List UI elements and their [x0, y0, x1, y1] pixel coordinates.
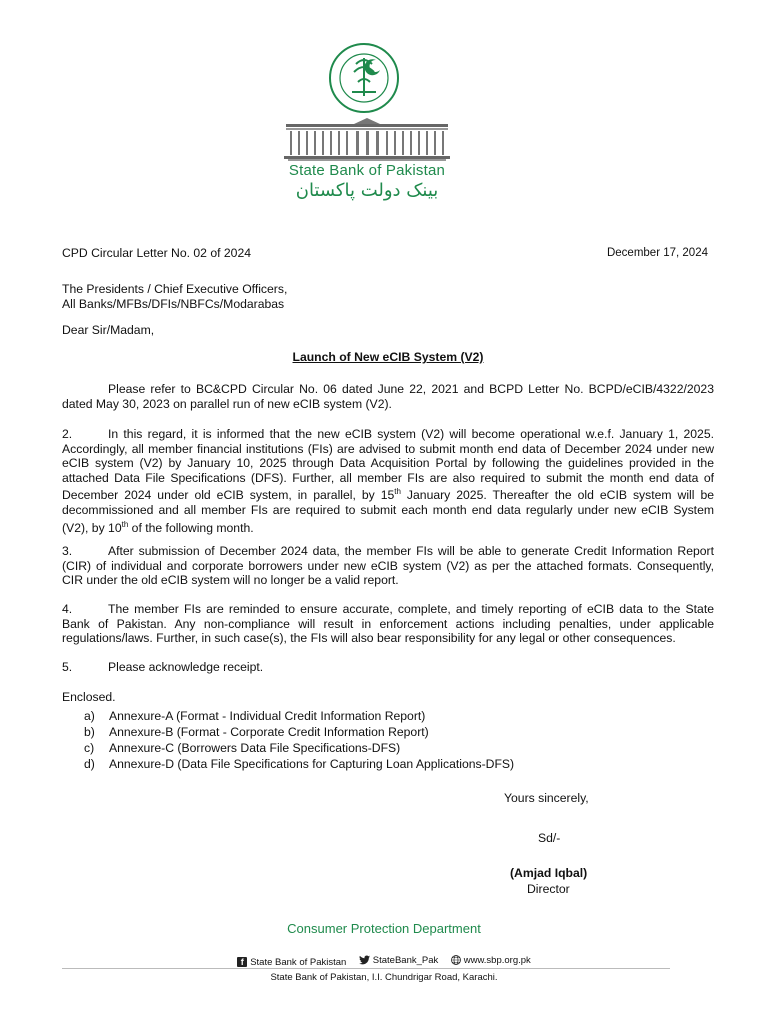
signature: Sd/-	[538, 831, 561, 845]
signer-title: Director	[527, 882, 570, 896]
annexure-a: Annexure-A (Format - Individual Credit Information Report)	[109, 709, 426, 723]
sbp-seal-logo	[328, 42, 400, 114]
paragraph-2-number: 2.	[62, 427, 73, 441]
addressee-line-1: The Presidents / Chief Executive Officers,	[62, 282, 288, 296]
paragraph-4-text: The member FIs are reminded to ensure accurate, complete, and timely reporting of eCIB data to the State Bank of Pakistan. Any non-compliance will result in enforcement actions including penalties, under applicable regulations/laws. Further, in such case(s), the FIs will also bear responsibility for any legal or other consequences.	[62, 602, 714, 646]
department-name: Consumer Protection Department	[287, 921, 481, 936]
bank-name: State Bank of Pakistan	[288, 162, 446, 179]
paragraph-4-number: 4.	[62, 602, 73, 616]
list-item	[84, 709, 544, 724]
website-label: www.sbp.org.pk	[463, 954, 531, 966]
list-marker: d)	[84, 757, 95, 771]
twitter-label: StateBank_Pak	[372, 954, 439, 966]
circular-reference: CPD Circular Letter No. 02 of 2024	[62, 246, 251, 260]
paragraph-2-text-a: In this regard, it is informed that the new eCIB system (V2) will become operational w.e.f. January 1, 2025. Accordingly, all member financial institutions (FIs) are advised to submit month end data of December 2024 under new eCIB system (V2) by January 10, 2025 through Data Acquisition Portal by following the guidelines provided in the attached Data File Specifications (DFS). Further, all member FIs are also required to submit the month end data of December 2024 under old eCIB system, in parallel, by 15	[62, 427, 714, 503]
list-item	[84, 757, 544, 772]
list-marker: b)	[84, 725, 95, 739]
annexure-d: Annexure-D (Data File Specifications for Capturing Loan Applications-DFS)	[109, 757, 515, 771]
closing: Yours sincerely,	[504, 791, 589, 805]
facebook-label: State Bank of Pakistan	[250, 956, 347, 968]
paragraph-2-text-c: of the following month.	[128, 520, 254, 535]
paragraph-1-text: Please refer to BC&CPD Circular No. 06 dated June 22, 2021 and BCPD Letter No. BCPD/eCIB/4322/2023 dated May 30, 2023 on parallel run of new eCIB system (V2).	[62, 382, 714, 411]
bank-address: State Bank of Pakistan, I.I. Chundrigar Road, Karachi.	[270, 972, 498, 983]
enclosed-label: Enclosed.	[62, 690, 116, 704]
paragraph-5	[62, 660, 714, 675]
list-item	[84, 725, 544, 740]
twitter-link[interactable]	[359, 955, 439, 966]
paragraph-3-number: 3.	[62, 544, 73, 558]
signer-name: (Amjad Iqbal)	[510, 866, 588, 880]
twitter-icon	[359, 955, 370, 965]
facebook-icon: f	[237, 957, 247, 967]
paragraph-4	[62, 602, 714, 646]
addressee-line-2: All Banks/MFBs/DFIs/NBFCs/Modarabas	[62, 297, 285, 311]
paragraph-2-text-b: January 2025. Thereafter the old eCIB system will be decommissioned and all member FIs are required to submit each month end data regularly under new eCIB System (V2), by 10	[62, 488, 714, 535]
paragraph-1	[62, 382, 714, 411]
globe-icon	[451, 955, 461, 965]
website-link[interactable]	[451, 955, 531, 966]
paragraph-5-number: 5.	[62, 660, 73, 674]
list-marker: c)	[84, 741, 95, 755]
superscript-th: th	[121, 519, 129, 529]
facebook-link[interactable]	[237, 957, 346, 968]
footer-divider	[62, 968, 670, 969]
bank-name-urdu: بینک دولت پاکستان	[295, 180, 439, 201]
letter-subject: Launch of New eCIB System (V2)	[292, 350, 484, 364]
list-item	[84, 741, 544, 756]
paragraph-5-text: Please acknowledge receipt.	[108, 660, 264, 674]
sbp-building-logo	[284, 118, 450, 162]
letter-date: December 17, 2024	[606, 247, 708, 259]
annexure-b: Annexure-B (Format - Corporate Credit Information Report)	[109, 725, 429, 739]
annexure-c: Annexure-C (Borrowers Data File Specifications-DFS)	[109, 741, 401, 755]
superscript-th: th	[394, 487, 401, 497]
salutation: Dear Sir/Madam,	[62, 323, 155, 337]
paragraph-3	[62, 544, 714, 588]
list-marker: a)	[84, 709, 95, 723]
paragraph-2	[62, 427, 714, 535]
paragraph-3-text: After submission of December 2024 data, the member FIs will be able to generate Credit Information Report (CIR) of individual and corporate borrowers under new eCIB system (V2) as per the attached formats. Consequently, CIR under the old eCIB system will no longer be a valid report.	[62, 544, 714, 588]
